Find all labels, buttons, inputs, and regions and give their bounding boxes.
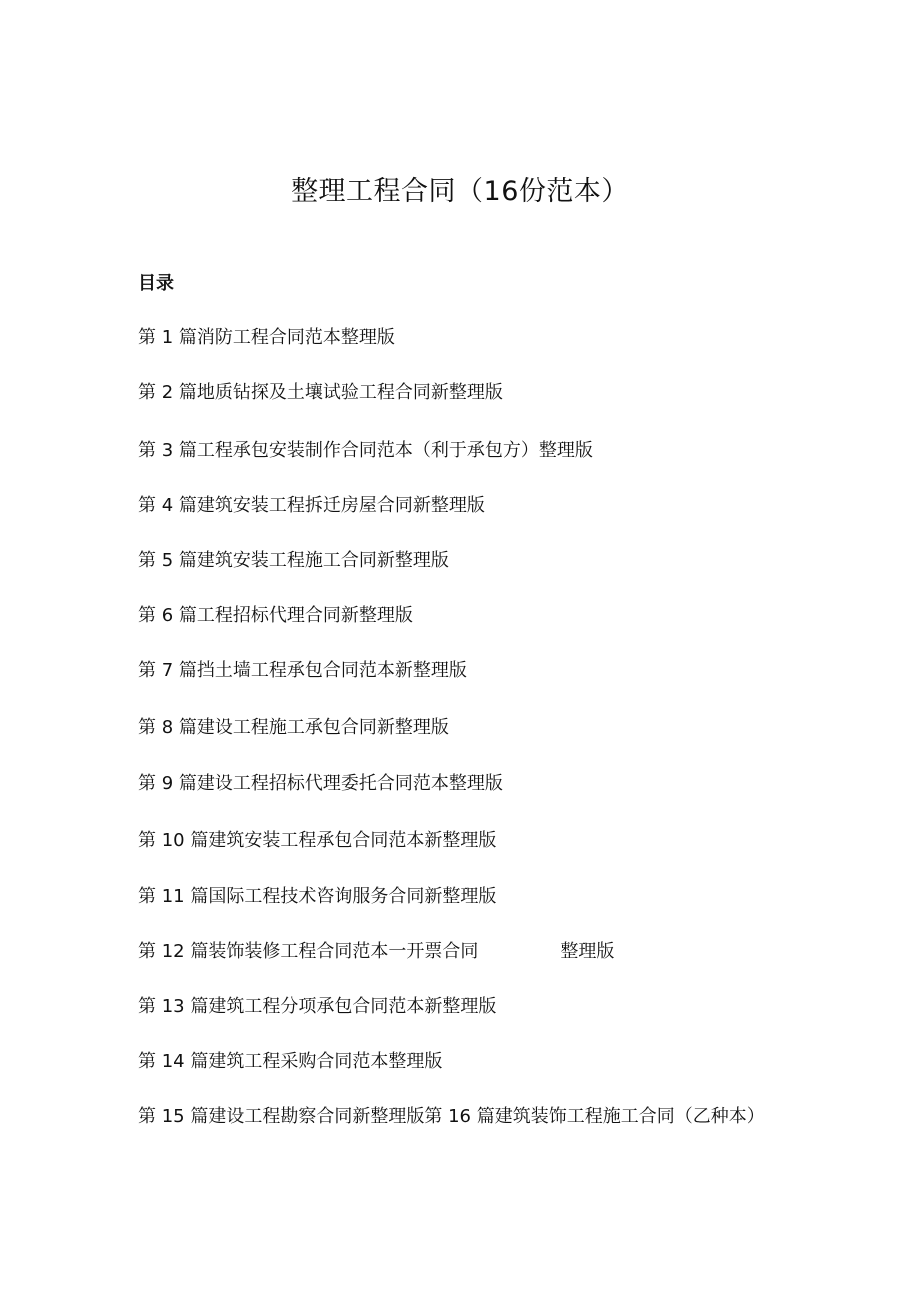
document-title: 整理工程合同（16份范本） (291, 176, 629, 207)
toc-item-text: 第 4 篇建筑安装工程拆迁房屋合同新整理版 (138, 495, 485, 516)
toc-item-text: 第 5 篇建筑安装工程施工合同新整理版 (138, 550, 449, 571)
toc-item-text: 第 14 篇建筑工程采购合同范本整理版 (138, 1051, 443, 1072)
toc-item-15 (138, 1104, 765, 1130)
toc-item-1 (138, 325, 395, 351)
toc-item-13 (138, 994, 496, 1020)
toc-item-text: 第 6 篇工程招标代理合同新整理版 (138, 605, 413, 626)
toc-item-text: 第 11 篇国际工程技术咨询服务合同新整理版 (138, 886, 497, 907)
toc-item-text: 第 2 篇地质钻探及土壤试验工程合同新整理版 (138, 382, 503, 403)
toc-item-text: 第 8 篇建设工程施工承包合同新整理版 (138, 717, 449, 738)
toc-item-text: 第 9 篇建设工程招标代理委托合同范本整理版 (138, 773, 503, 794)
toc-item-2 (138, 380, 503, 406)
toc-item-10 (138, 828, 496, 854)
toc-heading: 目录 (138, 273, 174, 294)
toc-item-9 (138, 771, 503, 797)
toc-item-text: 第 1 篇消防工程合同范本整理版 (138, 327, 395, 348)
toc-item-text: 第 7 篇挡土墙工程承包合同范本新整理版 (138, 660, 467, 681)
toc-item-text: 第 3 篇工程承包安装制作合同范本（利于承包方）整理版 (138, 440, 593, 461)
toc-item-text: 第 13 篇建筑工程分项承包合同范本新整理版 (138, 996, 497, 1017)
toc-item-3 (138, 438, 593, 464)
toc-item-6 (138, 603, 413, 629)
toc-item-suffix: 整理版 (560, 941, 615, 962)
toc-item-11 (138, 884, 496, 910)
toc-item-text: 第 15 篇建设工程勘察合同新整理版第 16 篇建筑装饰工程施工合同（乙种本） (138, 1106, 765, 1127)
toc-item-4 (138, 493, 485, 519)
toc-item-14 (138, 1049, 442, 1075)
toc-item-12 (138, 939, 614, 965)
toc-item-text: 第 12 篇装饰装修工程合同范本一开票合同 (138, 941, 479, 962)
toc-item-text: 第 10 篇建筑安装工程承包合同范本新整理版 (138, 830, 497, 851)
toc-item-7 (138, 658, 467, 684)
toc-item-8 (138, 715, 449, 741)
toc-item-5 (138, 548, 449, 574)
